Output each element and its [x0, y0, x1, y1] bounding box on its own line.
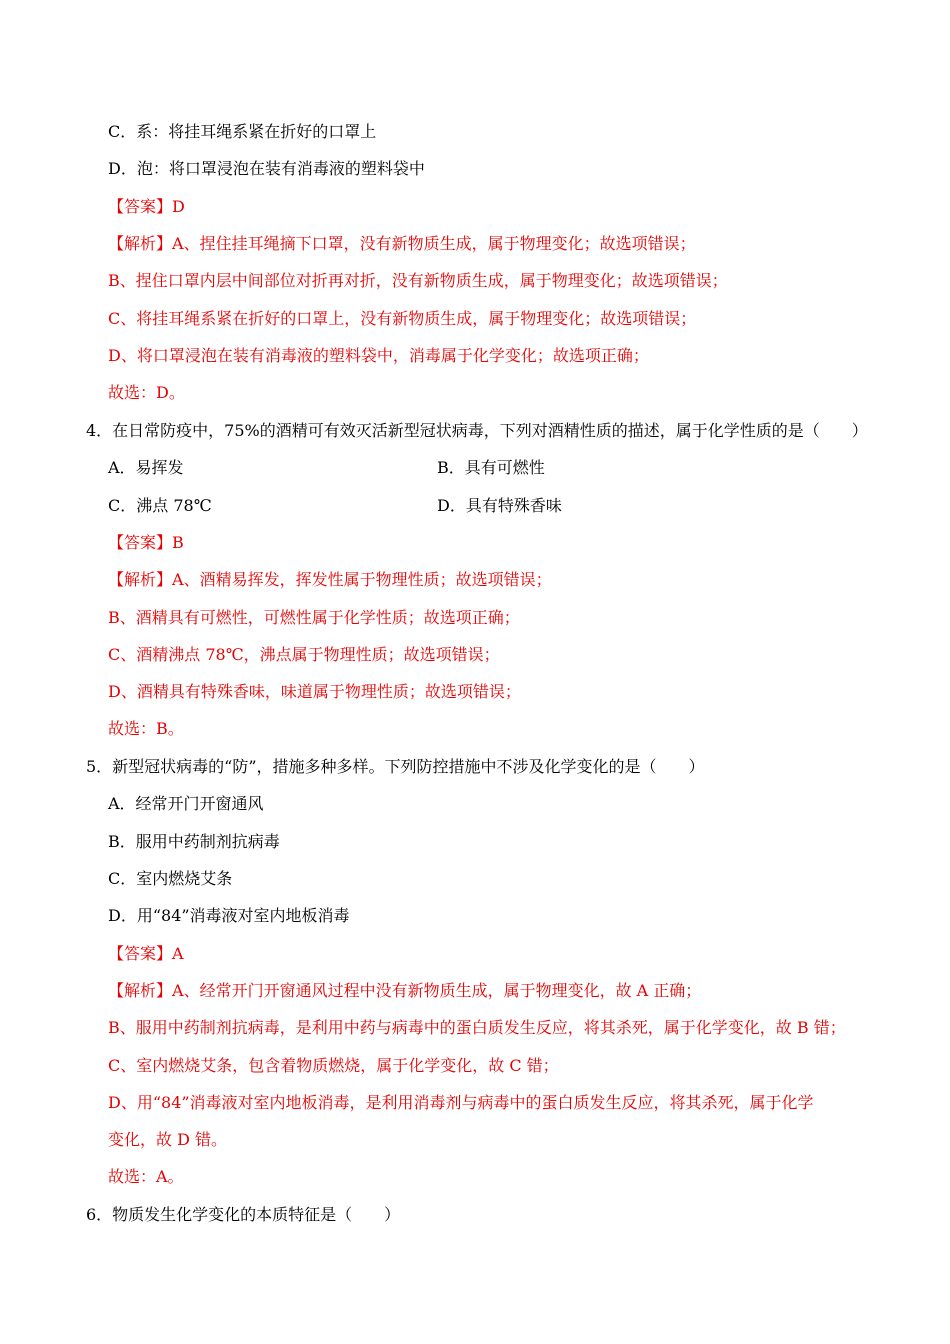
q5-analysis-a: A、经常开门开窗通风过程中没有新物质生成，属于物理变化，故 A 正确； [172, 981, 702, 1000]
q3-option-d: D．泡：将口罩浸泡在装有消毒液的塑料袋中 [108, 159, 425, 178]
q5-answer: 【答案】A [108, 944, 184, 963]
q3-conclusion: 故选：D。 [108, 383, 185, 402]
q5-analysis-c: C、室内燃烧艾条，包含着物质燃烧，属于化学变化，故 C 错； [108, 1056, 559, 1075]
q5-analysis-d: D、用“84”消毒液对室内地板消毒，是利用消毒剂与病毒中的蛋白质发生反应，将其杀死，属于化学 [108, 1093, 814, 1112]
q5-stem: 5．新型冠状病毒的“防”，措施多种多样。下列防控措施中不涉及化学变化的是（ ） [86, 757, 705, 776]
q3-analysis-line-1 [108, 233, 696, 255]
q4-option-c: C．沸点 78℃ [108, 496, 212, 515]
q5-analysis-d-cont: 变化，故 D 错。 [108, 1130, 228, 1149]
q5-option-b: B．服用中药制剂抗病毒 [108, 832, 280, 851]
q3-analysis-c: C、将挂耳绳系紧在折好的口罩上，没有新物质生成，属于物理变化；故选项错误； [108, 309, 697, 328]
q3-analysis-lead: 【解析】 [108, 234, 173, 253]
q3-answer: 【答案】D [108, 197, 185, 216]
q4-answer: 【答案】B [108, 533, 184, 552]
q3-analysis-d: D、将口罩浸泡在装有消毒液的塑料袋中，消毒属于化学变化；故选项正确； [108, 346, 649, 365]
q3-option-c: C．系：将挂耳绳系紧在折好的口罩上 [108, 122, 377, 141]
q6-stem: 6．物质发生化学变化的本质特征是（ ） [86, 1205, 401, 1224]
q5-analysis-b: B、服用中药制剂抗病毒，是利用中药与病毒中的蛋白质发生反应，将其杀死，属于化学变化，故 B 错； [108, 1018, 846, 1037]
q4-analysis-line-1 [108, 569, 552, 591]
q3-analysis-b: B、捏住口罩内层中间部位对折再对折，没有新物质生成，属于物理变化；故选项错误； [108, 271, 728, 290]
q4-option-b: B．具有可燃性 [437, 458, 545, 477]
q4-analysis-c: C、酒精沸点 78℃，沸点属于物理性质；故选项错误； [108, 645, 500, 664]
q4-analysis-b: B、酒精具有可燃性，可燃性属于化学性质；故选项正确； [108, 608, 520, 627]
q4-option-d: D．具有特殊香味 [437, 496, 562, 515]
q5-option-c: C．室内燃烧艾条 [108, 869, 233, 888]
q3-analysis-a: A、捏住挂耳绳摘下口罩，没有新物质生成，属于物理变化；故选项错误； [172, 234, 696, 253]
q5-option-a: A．经常开门开窗通风 [108, 794, 264, 813]
q4-analysis-d: D、酒精具有特殊香味，味道属于物理性质；故选项错误； [108, 682, 521, 701]
q5-option-d: D．用“84”消毒液对室内地板消毒 [108, 906, 350, 925]
q4-analysis-a: A、酒精易挥发，挥发性属于物理性质；故选项错误； [172, 570, 552, 589]
q5-analysis-lead: 【解析】 [108, 981, 173, 1000]
q4-conclusion: 故选：B。 [108, 719, 184, 738]
q4-analysis-lead: 【解析】 [108, 570, 173, 589]
q5-conclusion: 故选：A。 [108, 1167, 184, 1186]
q5-analysis-line-1 [108, 980, 701, 1002]
q4-option-a: A．易挥发 [108, 458, 184, 477]
q4-stem: 4．在日常防疫中，75%的酒精可有效灭活新型冠状病毒，下列对酒精性质的描述，属于化学性质的是（ ） [86, 421, 868, 440]
